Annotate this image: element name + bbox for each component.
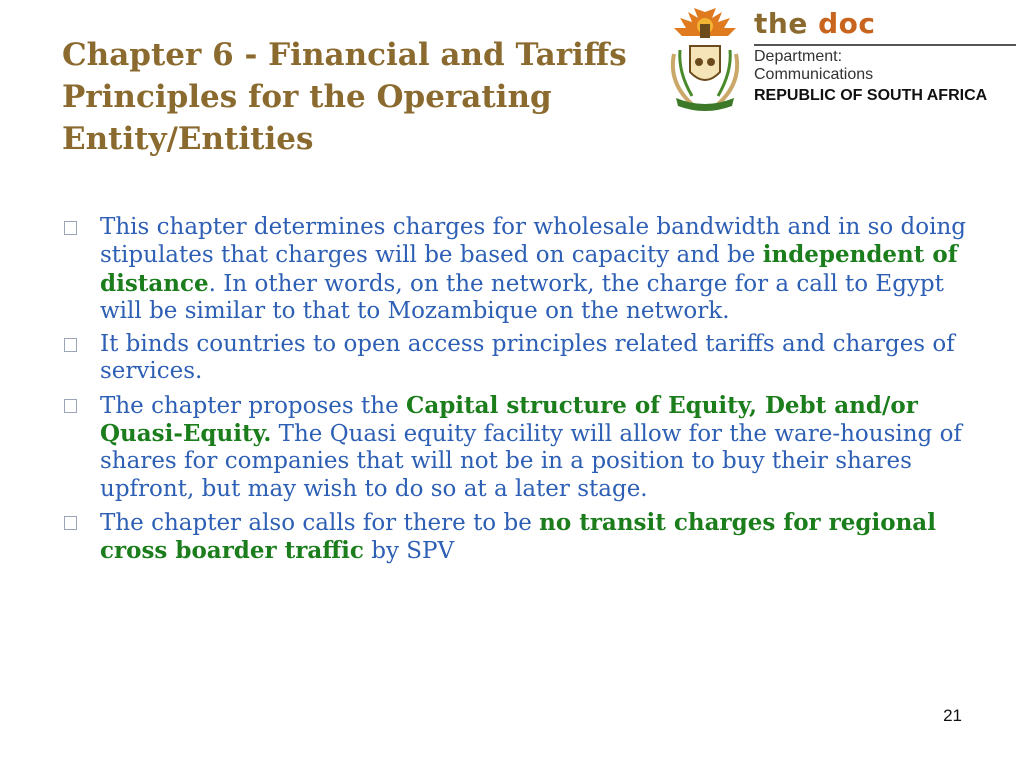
bullet-marker-icon: [64, 399, 77, 413]
bullet-text: It binds countries to open access principles related tariffs and charges of services.: [100, 331, 955, 385]
brand-wordmark: [754, 6, 875, 42]
bullet-text: . In other words, on the network, the charge for a call to Egypt will be similar to that to Mozambique on the network.: [100, 270, 944, 324]
bullet-text: by SPV: [363, 538, 455, 565]
republic-label: REPUBLIC OF SOUTH AFRICA: [754, 87, 988, 104]
bullet-item: [62, 331, 972, 386]
bullet-marker-icon: [64, 221, 77, 235]
bullet-text: The chapter proposes the: [100, 392, 407, 419]
slide-title: Chapter 6 - Financial and Tariffs Principles for the Operating Entity/Entities: [62, 37, 627, 157]
bullet-list: [62, 214, 972, 572]
bullet-marker-icon: [64, 516, 77, 530]
bullet-item: [62, 392, 972, 503]
bullet-text: The Quasi equity facility will allow for the ware-housing of shares for companies that will not be in a position to buy their shares upfront, but may wish to do so at a later stage.: [100, 421, 962, 502]
bullet-item: [62, 509, 972, 566]
doc-logo: [664, 4, 1020, 116]
bullet-emphasis: Capital structure of Equity, Debt and/or Quasi-Equity.: [100, 391, 918, 448]
bullet-text: This chapter determines charges for wholesale bandwidth and in so doing stipulates that charges will be based on capacity and be: [100, 214, 966, 269]
department-line-2: Communications: [754, 66, 874, 83]
department-label: [754, 48, 873, 84]
bullet-emphasis: independent of distance: [100, 241, 958, 297]
brand-doc: doc: [818, 7, 876, 40]
page-number: 21: [943, 706, 962, 725]
bullet-emphasis: no transit charges for regional cross boarder traffic: [100, 508, 936, 565]
bullet-item: [62, 214, 972, 325]
department-line-1: Department:: [754, 48, 843, 65]
brand-the: the: [754, 7, 808, 40]
coat-of-arms-icon: [664, 6, 746, 114]
bullet-text: The chapter also calls for there to be: [100, 509, 540, 536]
bullet-marker-icon: [64, 338, 77, 352]
logo-divider: [754, 44, 1016, 46]
